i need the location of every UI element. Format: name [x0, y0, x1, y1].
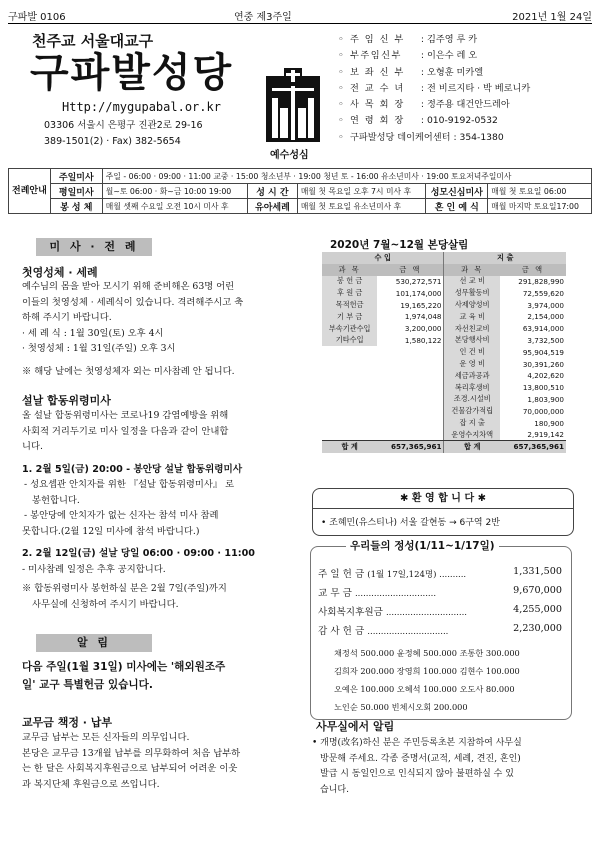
income-amount: 530,272,571	[395, 276, 442, 286]
expense-item: 교 육 비	[444, 311, 500, 323]
income-empty	[322, 417, 377, 429]
income-empty	[322, 429, 377, 441]
finance-row	[322, 311, 566, 323]
expense-item: 조경.시설비	[444, 394, 500, 406]
income-empty	[322, 346, 377, 358]
income-empty	[377, 394, 444, 406]
expense-amount: 63,914,000	[522, 324, 564, 334]
special-collection-notice: 다음 주일(1월 31일) 미사에는 '해외원조주 일' 교구 특별헌금 있습니다.	[22, 661, 226, 691]
expense-amount: 180,900	[534, 418, 564, 428]
website-link[interactable]: Http://mygupabal.or.kr	[62, 100, 221, 114]
income-empty	[377, 405, 444, 417]
expense-item: 자선친교비	[444, 323, 500, 335]
lunar-newyear-mass-body: 올 설날 합동위령미사는 코로나19 감염예방을 위해 사회적 거리두기로 미사 일정을 다음과 같이 안내합 니다. 1. 2월 5일(금) 20:00 - 봉안당 설날 합동위령미사 - 성요셉관 안치자를 위한 『설날 합동위령미사』 로 봉헌합니다. - 봉안당에 안치자가 없는 신자는 참석 미사 참례 못합니다.(2월 12일 미사에 참석 바랍니다.) 2. 2월 12일(금) 설날 당일 06:00 · 09:00 · 11:00 - 미사참례 일정은 추후 공지합니다. ※ 합동위령미사 봉헌하실 분은 2월 7일(주일)까지 사무실에 신청하여 주시기 바랍니다.	[22, 410, 255, 610]
expense-amount: 3,974,000	[527, 300, 564, 310]
tithe-title: 교무금 책정 · 납부	[22, 716, 113, 729]
expense-amount: 13,800,510	[522, 383, 564, 393]
parish-title: 구파발성당	[30, 50, 234, 96]
expense-item: 세금과공과	[444, 370, 500, 382]
welcome-title: ✱ 환 영 합 니 다 ✱	[313, 489, 573, 509]
staff-row: ◦ 보 좌 신 부 : 오형훈 미카엘	[338, 66, 484, 78]
expense-item: 운영수지차액	[444, 429, 500, 441]
income-empty	[377, 358, 444, 370]
expense-amount: 72,559,620	[522, 288, 564, 298]
income-empty	[322, 394, 377, 406]
income-item: 기타수입	[322, 335, 377, 347]
contact-block	[44, 118, 203, 150]
income-item: 목적헌금	[322, 299, 377, 311]
expense-item: 사제양성비	[444, 299, 500, 311]
office-notice-title: 사무실에서 알림	[316, 720, 395, 733]
phone-fax: 389-1501(2) · Fax) 382-5654	[44, 136, 181, 147]
finance-row	[322, 370, 566, 382]
income-item: 봉 헌 금	[322, 276, 377, 288]
finance-title: 2020년 7월~12월 본당살림	[330, 239, 469, 251]
income-item: 기 부 금	[322, 311, 377, 323]
tithe-body: 교무금 납부는 모든 신자들의 의무입니다. 본당은 교무금 13개월 납부를 의무화하여 처음 납부하 는 한 달은 사회복지후원금으로 납부되어 어려운 이웃 과 복지단체 후원금으로 쓰입니다.	[22, 732, 241, 790]
finance-row	[322, 382, 566, 394]
income-amount: 19,165,220	[400, 300, 442, 310]
finance-row	[322, 287, 566, 299]
staff-list	[338, 32, 530, 146]
expense-amount: 2,919,142	[500, 429, 566, 441]
income-empty	[322, 370, 377, 382]
expense-amount: 95,904,519	[522, 347, 564, 357]
expense-item: 본당행사비	[444, 335, 500, 347]
expense-item: 건물감가적립	[444, 405, 500, 417]
finance-row	[322, 335, 566, 347]
donor-list: 채정석 500.000 윤정혜 500.000 조통한 300.000 김희자 200.000 장영희 100.000 김현수 100.000 오예은 100.000 오혜석 100.000 오도사 80.000 노인순 50.000 빈체시오회 200.000	[334, 648, 520, 712]
expense-item: 잡 지 출	[444, 417, 500, 429]
expense-header: 지 출	[444, 252, 566, 264]
income-empty	[377, 417, 444, 429]
finance-row	[322, 276, 566, 288]
welcome-box	[312, 488, 574, 536]
finance-row	[322, 346, 566, 358]
parish-logo-icon	[262, 68, 324, 152]
expense-amount: 291,828,990	[518, 276, 564, 286]
finance-row	[322, 358, 566, 370]
expense-amount: 30,391,260	[522, 359, 564, 369]
finance-row	[322, 429, 566, 441]
staff-row: ◦ 전 교 수 녀 : 전 비르지타 · 박 베로니카	[338, 82, 531, 94]
address: 03306 서울시 은평구 진관2로 29-16	[44, 120, 203, 131]
welcome-item: • 조혜민(유스티나) 서울 갈현동 → 6구역 2반	[321, 518, 500, 528]
offering-row: 교 무 금 .............................. 9,670,000	[318, 585, 562, 599]
finance-row	[322, 323, 566, 335]
income-empty	[322, 358, 377, 370]
expense-item: 복리후생비	[444, 382, 500, 394]
issue-bar	[8, 6, 592, 24]
logo-caption: 예수성심	[270, 150, 309, 161]
expense-item: 운 영 비	[444, 358, 500, 370]
income-amount: 1,580,122	[404, 335, 442, 345]
issue-number: 구파발 0106	[8, 12, 66, 23]
offering-row: 사회복지후원금 .............................. 4,255,000	[318, 604, 562, 618]
finance-row	[322, 394, 566, 406]
offering-row: 감 사 헌 금 .............................. 2,230,000	[318, 623, 562, 637]
finance-row	[322, 299, 566, 311]
staff-row: ◦ 부주임신부 : 이은수 레 오	[338, 50, 478, 62]
notice-section-header: 알 림	[36, 634, 152, 652]
income-empty	[322, 405, 377, 417]
offering-title: 우리들의 정성(1/11~1/17일)	[346, 538, 499, 553]
expense-item: 인 건 비	[444, 346, 500, 358]
mass-section-header: 미 사 · 전 례	[36, 238, 152, 256]
offering-rows	[318, 566, 566, 642]
expense-item: 성무활동비	[444, 287, 500, 299]
staff-row: ◦ 연 령 회 장 : 010-9192-0532	[338, 115, 498, 127]
diocese-name: 천주교 서울대교구	[32, 32, 154, 50]
expense-amount: 4,202,620	[527, 371, 564, 381]
income-amount: 1,974,048	[404, 312, 442, 322]
issue-date: 2021년 1월 24일	[512, 12, 592, 23]
finance-row	[322, 417, 566, 429]
schedule-side-label: 전례안내	[9, 169, 51, 214]
expense-amount: 2,154,000	[527, 312, 564, 322]
finance-row	[322, 405, 566, 417]
first-communion-body: 예수님의 몸을 받아 모시기 위해 준비해온 63명 어린 이들의 첫영성체 · 세례식이 있습니다. 격려해주시고 축 하해 주시기 바랍니다. · 세 례 식 : 1월 30일(토) 오후 4시 · 첫영성체 : 1월 31일(주일) 오후 3시 ※ 해당 날에는 첫영성체자 외는 미사참례 안 됩니다.	[22, 281, 244, 377]
offering-row: 주 일 헌 금 (1월 17일,124명) .......... 1,331,500	[318, 566, 562, 580]
income-empty	[377, 382, 444, 394]
income-item: 후 원 금	[322, 287, 377, 299]
liturgical-season: 연중 제3주일	[234, 12, 292, 23]
income-amount: 3,200,000	[404, 324, 442, 334]
staff-row: ◦ 사 목 회 장 : 정주용 대건안드레아	[338, 99, 510, 111]
lunar-newyear-mass-title: 설날 합동위령미사	[22, 394, 111, 407]
expense-amount: 70,000,000	[522, 406, 564, 416]
finance-total-row: 합 계 657,365,961 합 계 657,365,961	[322, 441, 566, 453]
income-empty	[377, 370, 444, 382]
income-empty	[377, 429, 444, 441]
office-notice-body: • 개명(改名)하신 분은 주민등록초본 지참하여 사무실 방문해 주세요. 각종 증명서(교적, 세례, 견진, 혼인) 발급 시 동일인으로 인식되지 않아 불편하실 수 있 습니다.	[312, 738, 522, 795]
expense-item: 선 교 비	[444, 276, 500, 288]
staff-row: ◦ 구파발성당 데이케어센터 : 354-1380	[338, 131, 504, 143]
income-empty	[377, 346, 444, 358]
finance-table: 수 입 지 출 과 목 금 액 과 목 금 액 봉 헌 금 530,272,571 선 교 비 291,828,990 후 원 금 101,174,000 성무활동비 72,559,620 목적헌금 19,165,220 사제양성비 3,974,000 기 부 금 1,974,048 교 육 비 2,154,000 부속기관수입 3,200,000 자선친교비 63,914,000 기타수입 1,580,122 본당행사비 3,732,500 인 건 비 95,904,519 운 영 비 30,391,260 세금과공과 4,202,620 복리후생비 13,800,510 조경.시설비 1,803,900 건물감가적립 70,000,000 잡 지 출 180,900 운영수지차액 2,919,142 합 계 657,365,961 합 계 657,365,961	[322, 252, 566, 453]
income-amount: 101,174,000	[395, 288, 442, 298]
expense-amount: 3,732,500	[527, 335, 564, 345]
first-communion-title: 첫영성체 · 세례	[22, 266, 98, 279]
liturgy-schedule-table: 전례안내 주일미사 주일 - 06:00 · 09:00 · 11:00 교중 · 15:00 청소년부 · 19:00 청년 토 - 16:00 유소년미사 · 19:00 토요저녁주일미사 평일미사 월~토 06:00 · 화~금 10:00 19:00 성 시 간 매월 첫 목요일 오후 7시 미사 후 성모신심미사 매월 첫 토요일 06:00 봉 성 체 매월 셋째 수요일 오전 10시 미사 후 유아세례 매월 첫 토요일 유소년미사 후 혼 인 예 식 매월 마지막 토요일17:00	[8, 168, 592, 214]
income-header: 수 입	[322, 252, 444, 264]
expense-amount: 1,803,900	[527, 394, 564, 404]
income-empty	[322, 382, 377, 394]
staff-row: ◦ 주 임 신 부 : 김주영 루 카	[338, 34, 478, 45]
income-item: 부속기관수입	[322, 323, 377, 335]
